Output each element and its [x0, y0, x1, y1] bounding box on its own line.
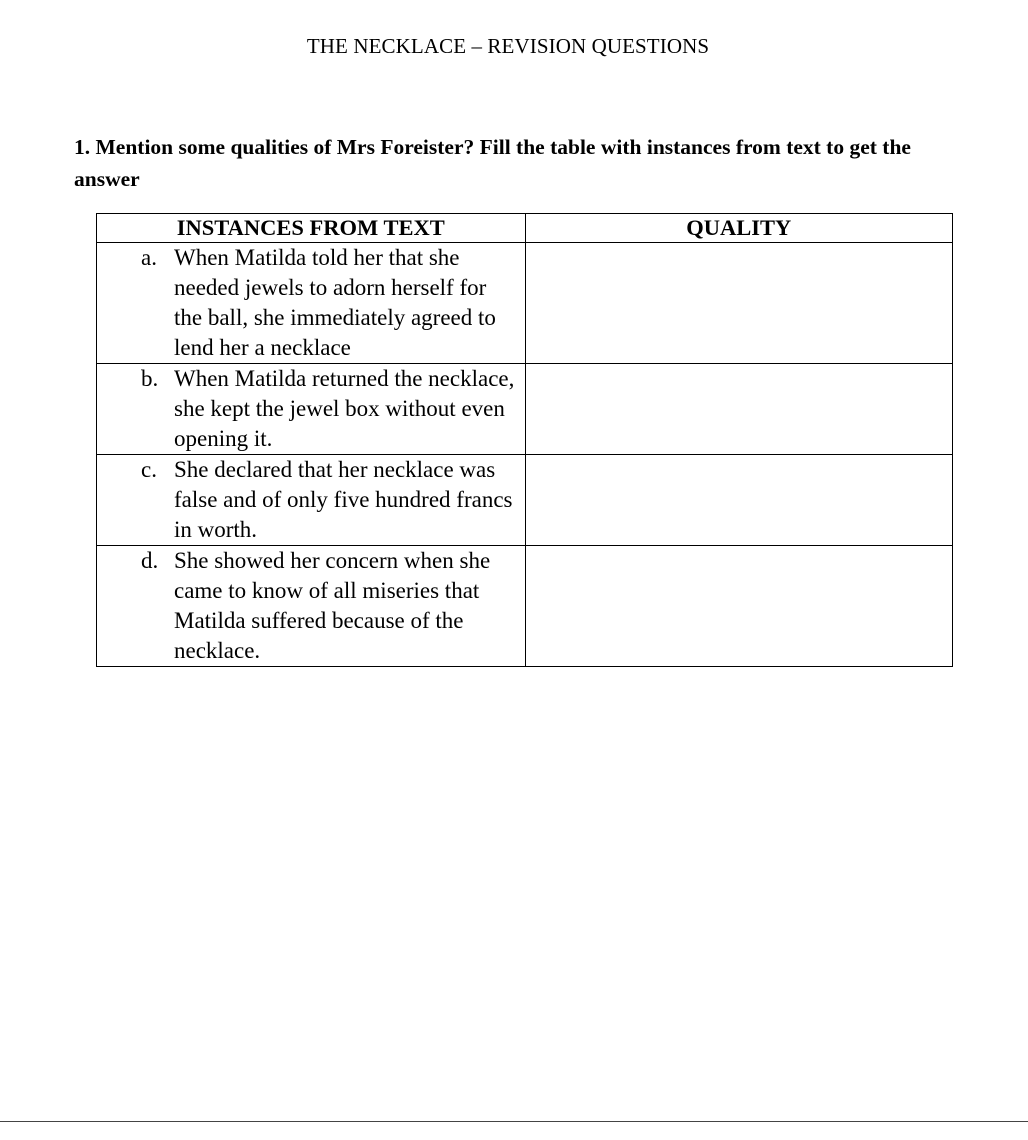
- instance-text: She showed her concern when she came to know of all miseries that Matilda suffered because of the necklace.: [174, 548, 491, 663]
- quality-cell: [525, 364, 953, 455]
- instance-cell: [97, 243, 526, 364]
- quality-cell: [525, 455, 953, 546]
- question-text: 1. Mention some qualities of Mrs Foreister? Fill the table with instances from text to get the answer: [74, 135, 911, 191]
- table-row: [97, 546, 953, 667]
- instances-quality-table: [96, 213, 953, 667]
- quality-cell: [525, 546, 953, 667]
- instance-cell: [97, 364, 526, 455]
- quality-cell: [525, 243, 953, 364]
- item-letter: b.: [141, 366, 159, 391]
- item-letter: d.: [141, 548, 159, 573]
- instance-text: She declared that her necklace was false and of only five hundred francs in worth.: [174, 457, 513, 542]
- page-title: THE NECKLACE – REVISION QUESTIONS: [306, 34, 710, 58]
- item-letter: a.: [141, 245, 157, 270]
- table-row: [97, 243, 953, 364]
- header-instances: INSTANCES FROM TEXT: [97, 214, 526, 243]
- table-row: [97, 455, 953, 546]
- instance-cell: [97, 455, 526, 546]
- table-row: [97, 364, 953, 455]
- instance-text: When Matilda told her that she needed jewels to adorn herself for the ball, she immediately agreed to lend her a necklace: [174, 245, 496, 360]
- table-header-row: [97, 214, 953, 243]
- instance-text: When Matilda returned the necklace, she kept the jewel box without even opening it.: [174, 366, 515, 451]
- page-bottom-divider: [0, 1121, 1028, 1122]
- item-letter: c.: [141, 457, 157, 482]
- instance-cell: [97, 546, 526, 667]
- header-quality: QUALITY: [525, 214, 953, 243]
